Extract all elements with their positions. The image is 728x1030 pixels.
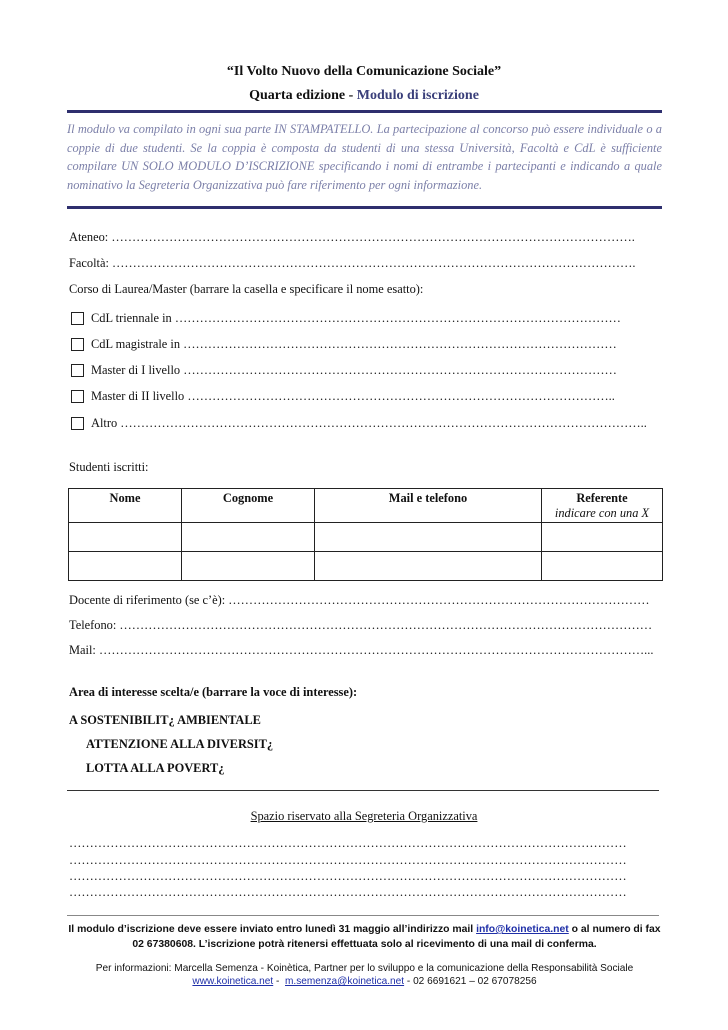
course-option-label: Master di II livello …………………………………………………………………………………………..	[91, 389, 615, 403]
referente-note: indicare con una X	[554, 506, 650, 520]
checkbox[interactable]	[71, 338, 84, 351]
contact-email-link[interactable]: m.semenza@koinetica.net	[285, 976, 405, 987]
table-cell[interactable]	[69, 552, 182, 581]
referente-label: Referente	[576, 491, 628, 505]
students-label: Studenti iscritti:	[69, 460, 149, 474]
table-cell[interactable]	[315, 552, 542, 581]
area-option-diversita[interactable]: ATTENZIONE ALLA DIVERSIT¿	[86, 737, 274, 751]
checkbox[interactable]	[71, 364, 84, 377]
docente-field[interactable]: Docente di riferimento (se c’è): …………………………………………………………………………………………	[69, 593, 650, 607]
phone-numbers: - 02 6691621 – 02 67078256	[404, 976, 537, 987]
column-referente	[542, 489, 663, 523]
info-text: Per informazioni: Marcella Semenza - Koinètica, Partner per lo sviluppo e la comunicazione della Responsabilità Sociale	[95, 963, 634, 974]
column-cognome: Cognome	[182, 489, 315, 523]
checkbox[interactable]	[71, 390, 84, 403]
course-option-label: Master di I livello ……………………………………………………………………………………………	[91, 363, 617, 377]
top-divider	[67, 110, 662, 113]
course-option-label: CdL magistrale in ……………………………………………………………………………………………	[91, 337, 617, 351]
areas-label: Area di interesse scelta/e (barrare la voce di interesse):	[69, 685, 358, 699]
course-option-altro[interactable]	[71, 416, 647, 431]
section-divider	[67, 790, 659, 791]
table-cell[interactable]	[69, 523, 182, 552]
course-option-label: CdL triennale in ………………………………………………………………………………………………	[91, 311, 621, 325]
mail-field[interactable]: Mail: ……………………………………………………………………………………………………………………...	[69, 643, 654, 657]
course-option-master-1[interactable]	[71, 363, 617, 378]
table-header-row	[69, 489, 663, 523]
table-cell[interactable]	[182, 523, 315, 552]
intro-text: Il modulo va compilato in ogni sua parte IN STAMPATELLO. La partecipazione al concorso può essere individuale o a coppie di due studenti. Se la coppia è composta da studenti di una stessa Università, Facoltà e CdL è sufficiente compilare UN SOLO MODULO D’ISCRIZIONE specificando i nomi di entrambe i partecipanti e indicando a quale nominativo la Segreteria Organizzativa può fare riferimento per ogni informazione.	[67, 122, 662, 192]
column-nome: Nome	[69, 489, 182, 523]
table-row	[69, 552, 663, 581]
info-email-link[interactable]: info@koinetica.net	[476, 924, 569, 935]
separator: -	[273, 976, 285, 987]
course-option-triennale[interactable]	[71, 311, 621, 326]
edition-label: Quarta edizione -	[249, 88, 354, 103]
checkbox[interactable]	[71, 417, 84, 430]
students-table	[68, 488, 663, 581]
area-option-ambiente[interactable]: A SOSTENIBILIT¿ AMBIENTALE	[69, 713, 261, 727]
reserved-line: ………………………………………………………………………………………………………………………	[69, 853, 627, 867]
document-title: “Il Volto Nuovo della Comunicazione Sociale”	[226, 64, 502, 79]
reserved-line: ………………………………………………………………………………………………………………………	[69, 885, 627, 899]
notice-text: Il modulo d’iscrizione deve essere inviato entro lunedì 31 maggio all’indirizzo mail	[68, 924, 474, 935]
website-link[interactable]: www.koinetica.net	[192, 976, 274, 987]
table-cell[interactable]	[542, 523, 663, 552]
area-option-poverta[interactable]: LOTTA ALLA POVERT¿	[86, 761, 225, 775]
table-cell[interactable]	[182, 552, 315, 581]
corso-label: Corso di Laurea/Master (barrare la casella e specificare il nome esatto):	[69, 282, 424, 296]
table-cell[interactable]	[315, 523, 542, 552]
ateneo-field[interactable]: Ateneo: ……………………………………………………………………………………………………………….	[69, 230, 635, 244]
submission-notice	[67, 922, 662, 952]
course-option-master-2[interactable]	[71, 389, 615, 404]
table-row	[69, 523, 663, 552]
course-option-label: Altro ………………………………………………………………………………………………………………..	[91, 416, 647, 430]
course-option-magistrale[interactable]	[71, 337, 617, 352]
telefono-field[interactable]: Telefono: …………………………………………………………………………………………………………………	[69, 618, 653, 632]
notice-text: o al numero di fax 02 67380608. L’iscrizione potrà ritenersi effettuata solo al ricevimento di una mail di conferma.	[132, 924, 661, 950]
reserved-line: ………………………………………………………………………………………………………………………	[69, 836, 627, 850]
reserved-line: ………………………………………………………………………………………………………………………	[69, 869, 627, 883]
facolta-field[interactable]: Facoltà: ……………………………………………………………………………………………………………….	[69, 256, 636, 270]
form-name: Modulo di iscrizione	[356, 88, 479, 103]
contact-links	[67, 975, 662, 988]
table-cell[interactable]	[542, 552, 663, 581]
contact-info	[67, 962, 662, 988]
checkbox[interactable]	[71, 312, 84, 325]
intro-divider	[67, 206, 662, 209]
reserved-label: Spazio riservato alla Segreteria Organizzativa	[250, 809, 478, 823]
document-subtitle	[0, 88, 728, 104]
footer-divider	[67, 915, 659, 916]
column-mail-telefono: Mail e telefono	[315, 489, 542, 523]
